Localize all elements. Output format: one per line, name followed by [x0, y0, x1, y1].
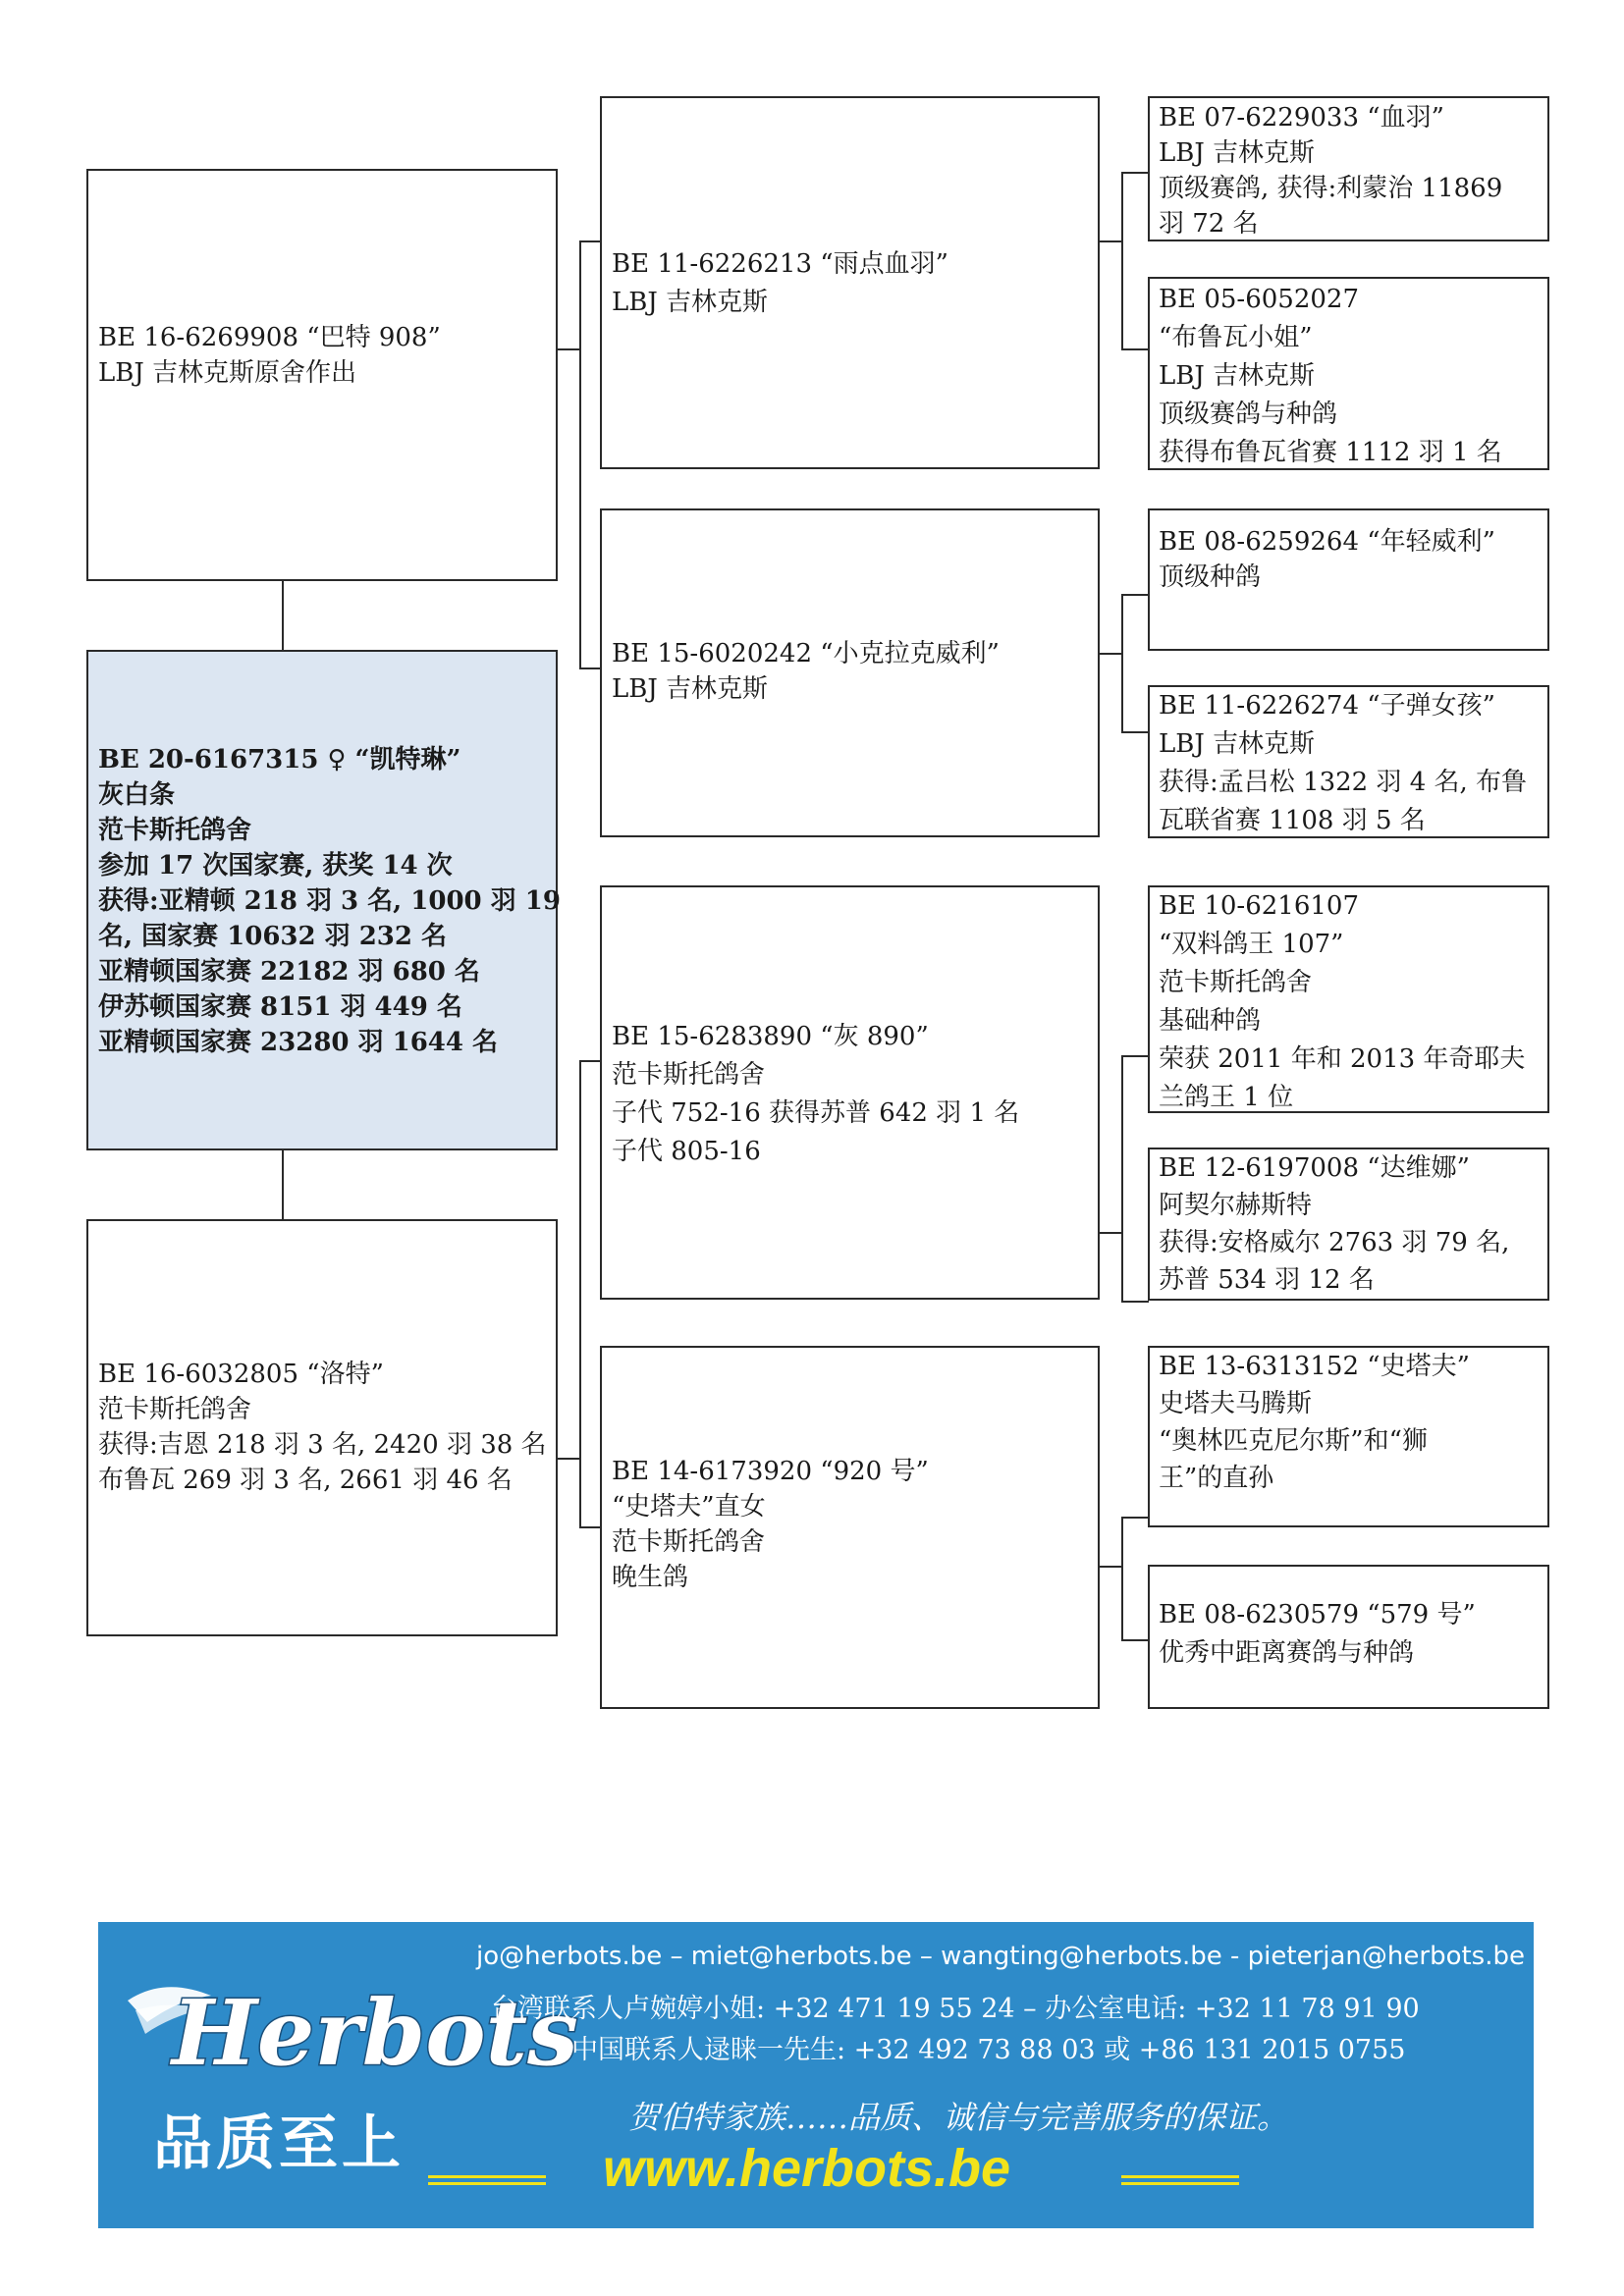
- great-grandparent-text: [1159, 1348, 1470, 1497]
- great-grandparent-card-7: [1148, 1346, 1549, 1527]
- subject-text: [98, 742, 561, 1060]
- grandparent-text: [612, 1018, 1019, 1171]
- great-grandparent-card-6: [1148, 1148, 1549, 1301]
- connector-line: [1121, 172, 1149, 174]
- connector-line: [1099, 1566, 1122, 1568]
- connector-line: [1121, 172, 1123, 350]
- connector-line: [1121, 1639, 1149, 1641]
- great-grandparent-line: 优秀中距离赛鸽与种鸽: [1159, 1638, 1415, 1668]
- great-grandparent-line: 瓦联省赛 1108 羽 5 名: [1159, 806, 1426, 835]
- connector-line: [557, 1458, 580, 1460]
- sire-card: [86, 169, 558, 581]
- great-grandparent-card-3: [1148, 508, 1549, 651]
- connector-line: [579, 1526, 601, 1528]
- decorative-line: [428, 2175, 546, 2178]
- great-grandparent-line: 羽 72 名: [1159, 209, 1259, 239]
- decorative-line: [1121, 2175, 1239, 2178]
- connector-line: [1121, 1517, 1149, 1519]
- connector-line: [1099, 653, 1122, 655]
- subject-line: 范卡斯托鸽舍: [98, 816, 252, 845]
- connector-line: [1121, 1055, 1149, 1057]
- great-grandparent-line: BE 13-6313152 “史塔夫”: [1159, 1352, 1470, 1381]
- dam-card: [86, 1219, 558, 1636]
- subject-line: 获得:亚精顿 218 羽 3 名, 1000 羽 19: [98, 886, 561, 916]
- great-grandparent-line: BE 05-6052027: [1159, 285, 1360, 314]
- sire-line: LBJ 吉林克斯原舍作出: [98, 358, 357, 388]
- dam-line: 布鲁瓦 269 羽 3 名, 2661 羽 46 名: [98, 1466, 513, 1495]
- great-grandparent-line: “布鲁瓦小姐”: [1159, 323, 1313, 352]
- great-grandparent-text: [1159, 281, 1502, 472]
- decorative-line: [428, 2182, 546, 2185]
- slogan: 贺伯特家族……品质、诚信与完善服务的保证。: [628, 2099, 1289, 2136]
- great-grandparent-line: BE 10-6216107: [1159, 891, 1360, 921]
- connector-line: [1121, 594, 1149, 596]
- connector-line: [1121, 1055, 1123, 1303]
- great-grandparent-line: 获得:安格威尔 2763 羽 79 名,: [1159, 1228, 1510, 1257]
- subject-line: 名, 国家赛 10632 羽 232 名: [98, 922, 448, 951]
- grandparent-card-3: [600, 885, 1100, 1300]
- great-grandparent-line: 顶级赛鸽与种鸽: [1159, 400, 1338, 429]
- grandparent-line: 范卡斯托鸽舍: [612, 1527, 766, 1557]
- grandparent-line: 子代 752-16 获得苏普 642 羽 1 名: [612, 1098, 1020, 1128]
- connector-line: [1099, 1232, 1122, 1234]
- grandparent-line: LBJ 吉林克斯: [612, 288, 769, 317]
- subject-line: 亚精顿国家赛 23280 羽 1644 名: [98, 1028, 499, 1057]
- connector-line: [579, 240, 581, 669]
- connector-line: [1121, 348, 1149, 350]
- great-grandparent-line: 荣获 2011 年和 2013 年奇耶夫: [1159, 1044, 1526, 1074]
- great-grandparent-text: [1159, 100, 1502, 241]
- dam-line: 获得:吉恩 218 羽 3 名, 2420 羽 38 名: [98, 1430, 547, 1460]
- connector-line: [579, 1060, 581, 1528]
- sire-line: BE 16-6269908 “巴特 908”: [98, 323, 441, 352]
- great-grandparent-text: [1159, 687, 1527, 840]
- grandparent-line: 子代 805-16: [612, 1137, 761, 1166]
- grandparent-line: LBJ 吉林克斯: [612, 674, 769, 704]
- great-grandparent-line: 获得布鲁瓦省赛 1112 羽 1 名: [1159, 438, 1502, 467]
- great-grandparent-line: BE 07-6229033 “血羽”: [1159, 103, 1444, 133]
- grandparent-line: BE 14-6173920 “920 号”: [612, 1457, 929, 1486]
- connector-line: [1121, 1517, 1123, 1641]
- connector-line: [282, 1148, 284, 1219]
- contact-china: 中国联系人逯睐一先生: +32 492 73 88 03 或 +86 131 2015 0755: [571, 2035, 1406, 2065]
- great-grandparent-line: 范卡斯托鸽舍: [1159, 968, 1313, 997]
- great-grandparent-line: BE 08-6259264 “年轻威利”: [1159, 527, 1495, 557]
- grandparent-line: “史塔夫”直女: [612, 1492, 766, 1522]
- connector-line: [1121, 731, 1149, 733]
- great-grandparent-text: [1159, 1596, 1476, 1673]
- great-grandparent-line: 王”的直孙: [1159, 1464, 1274, 1493]
- great-grandparent-text: [1159, 1149, 1509, 1299]
- grandparent-card-1: [600, 96, 1100, 469]
- great-grandparent-card-2: [1148, 277, 1549, 470]
- great-grandparent-line: LBJ 吉林克斯: [1159, 729, 1316, 759]
- connector-line: [1099, 240, 1122, 242]
- grandparent-card-2: [600, 508, 1100, 837]
- grandparent-card-4: [600, 1346, 1100, 1709]
- subject-line: 参加 17 次国家赛, 获奖 14 次: [98, 851, 453, 881]
- subject-card: [86, 650, 561, 1150]
- great-grandparent-text: [1159, 524, 1495, 595]
- herbots-logo: [118, 1961, 578, 2099]
- great-grandparent-line: 史塔夫马腾斯: [1159, 1389, 1313, 1418]
- great-grandparent-card-5: [1148, 885, 1549, 1113]
- contact-taiwan: 台湾联系人卢婉婷小姐: +32 471 19 55 24 – 办公室电话: +32 11 78 91 90: [491, 1994, 1420, 2024]
- great-grandparent-line: LBJ 吉林克斯: [1159, 361, 1316, 391]
- svg-text:Herbots: Herbots: [172, 1980, 578, 2086]
- connector-line: [1121, 1301, 1149, 1303]
- subject-line: 伊苏顿国家赛 8151 羽 449 名: [98, 992, 462, 1022]
- connector-line: [579, 1060, 601, 1062]
- subject-line: 亚精顿国家赛 22182 羽 680 名: [98, 957, 480, 987]
- great-grandparent-line: “双料鸽王 107”: [1159, 930, 1344, 959]
- connector-line: [557, 348, 580, 350]
- subject-line: BE 20-6167315 ♀ “凯特琳”: [98, 745, 461, 774]
- grandparent-line: 晚生鸽: [612, 1563, 689, 1592]
- sire-text: [98, 320, 441, 391]
- grandparent-line: BE 11-6226213 “雨点血羽”: [612, 249, 948, 279]
- decorative-line: [1121, 2182, 1239, 2185]
- great-grandparent-card-8: [1148, 1565, 1549, 1709]
- great-grandparent-line: 获得:孟吕松 1322 羽 4 名, 布鲁: [1159, 768, 1528, 797]
- connector-line: [579, 240, 601, 242]
- email-addresses: jo@herbots.be – miet@herbots.be – wangting@herbots.be - pieterjan@herbots.be: [476, 1942, 1525, 1971]
- great-grandparent-line: BE 12-6197008 “达维娜”: [1159, 1153, 1470, 1183]
- dam-line: BE 16-6032805 “洛特”: [98, 1360, 384, 1389]
- great-grandparent-card-1: [1148, 96, 1549, 241]
- grandparent-line: BE 15-6020242 “小克拉克威利”: [612, 639, 1000, 668]
- great-grandparent-line: 兰鸽王 1 位: [1159, 1083, 1294, 1112]
- subject-line: 灰白条: [98, 780, 176, 810]
- great-grandparent-line: LBJ 吉林克斯: [1159, 138, 1316, 168]
- connector-line: [282, 579, 284, 650]
- tagline: 品质至上: [153, 2109, 405, 2178]
- great-grandparent-line: 基础种鸽: [1159, 1006, 1262, 1036]
- grandparent-line: BE 15-6283890 “灰 890”: [612, 1022, 929, 1051]
- great-grandparent-line: BE 08-6230579 “579 号”: [1159, 1600, 1476, 1629]
- connector-line: [1121, 594, 1123, 733]
- great-grandparent-card-4: [1148, 685, 1549, 838]
- dam-text: [98, 1357, 547, 1498]
- grandparent-text: [612, 245, 948, 322]
- great-grandparent-line: 顶级种鸽: [1159, 562, 1262, 592]
- dam-line: 范卡斯托鸽舍: [98, 1395, 252, 1424]
- great-grandparent-line: BE 11-6226274 “子弹女孩”: [1159, 691, 1495, 721]
- great-grandparent-line: 顶级赛鸽, 获得:利蒙治 11869: [1159, 174, 1503, 203]
- great-grandparent-line: 阿契尔赫斯特: [1159, 1191, 1313, 1220]
- great-grandparent-line: “奥林匹克尼尔斯”和“狮: [1159, 1426, 1428, 1456]
- great-grandparent-text: [1159, 887, 1525, 1117]
- grandparent-text: [612, 636, 1000, 707]
- website-link[interactable]: www.herbots.be: [603, 2139, 1011, 2198]
- herbots-banner: [98, 1922, 1534, 2228]
- grandparent-text: [612, 1454, 929, 1595]
- great-grandparent-line: 苏普 534 羽 12 名: [1159, 1265, 1375, 1295]
- connector-line: [579, 667, 601, 669]
- grandparent-line: 范卡斯托鸽舍: [612, 1060, 766, 1090]
